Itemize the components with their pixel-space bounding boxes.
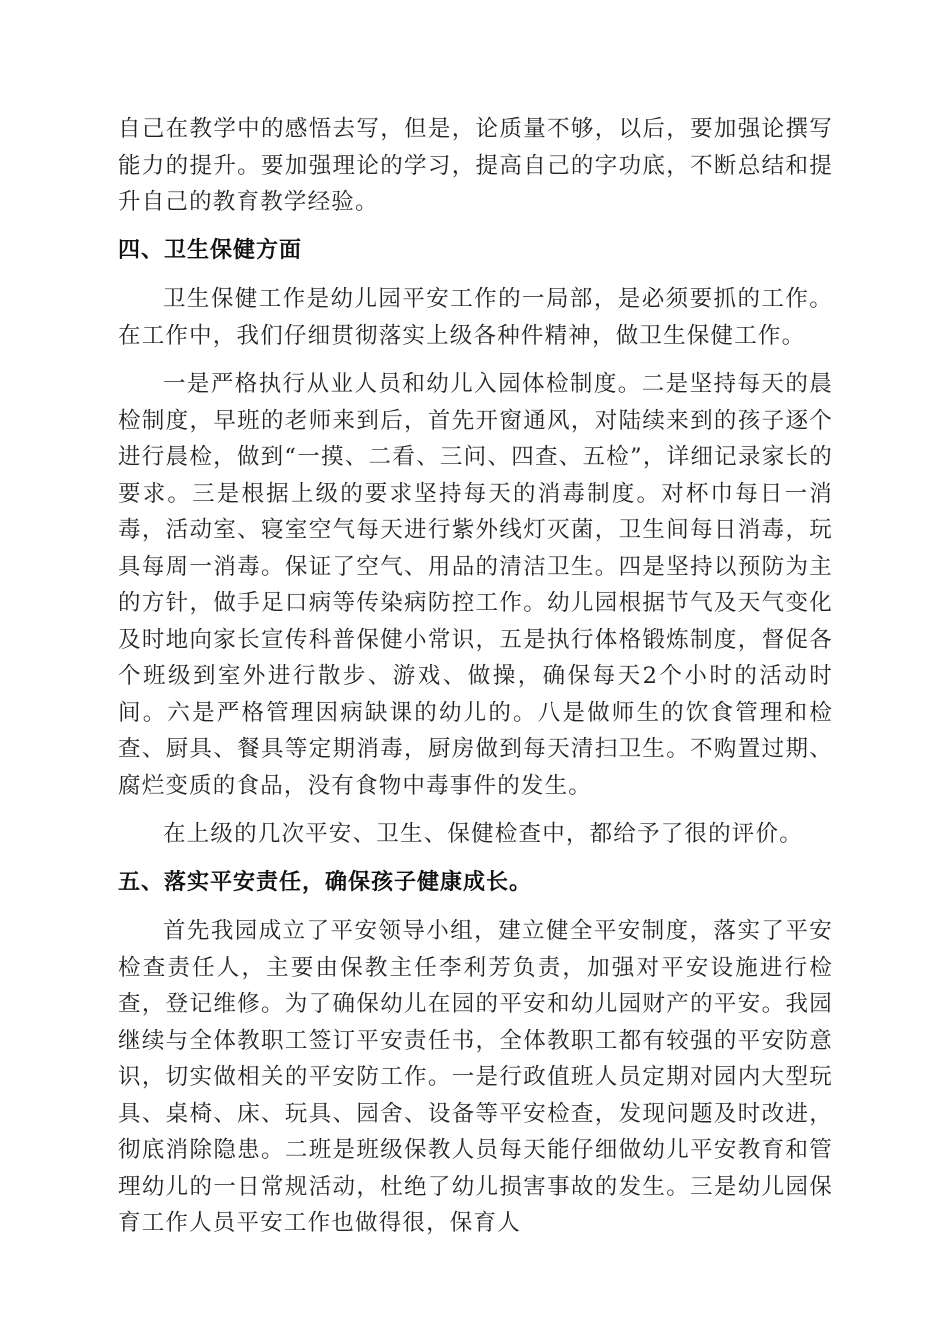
- section-heading-safety: 五、落实平安责任，确保孩子健康成长。: [118, 869, 533, 895]
- paragraph-hygiene-evaluation: 在上级的几次平安、卫生、保健检查中，都给予了很的评价。: [163, 821, 803, 847]
- document-body: [118, 111, 833, 1254]
- paragraph-safety-measures: 首先我园成立了平安领导小组，建立健全平安制度，落实了平安检查责任人，主要由保教主任李利芳负责，加强对平安设施进行检查，登记维修。为了确保幼儿在园的平安和幼儿园财产的平安。我园继续与全体教职工签订平安责任书，全体教职工都有较强的平安防意识，切实做相关的平安防工作。一是行政值班人员定期对园内大型玩具、桌椅、床、玩具、园舍、设备等平安检查，发现问题及时改进，彻底消除隐患。二班是班级保教人员每天能仔细做幼儿平安教育和管理幼儿的一日常规活动，杜绝了幼儿损害事故的发生。三是幼儿园保育工作人员平安工作也做得很，保育人: [118, 918, 833, 1236]
- paragraph-hygiene-intro: 卫生保健工作是幼儿园平安工作的一局部，是必须要抓的工作。在工作中，我们仔细贯彻落实上级各种件精神，做卫生保健工作。: [118, 286, 833, 349]
- paragraph-hygiene-measures: 一是严格执行从业人员和幼儿入园体检制度。二是坚持每天的晨检制度，早班的老师来到后，首先开窗通风，对陆续来到的孩子逐个进行晨检，做到“一摸、二看、三问、四查、五检”，详细记录家长的要求。三是根据上级的要求坚持每天的消毒制度。对杯巾每日一消毒，活动室、寝室空气每天进行紫外线灯灭菌，卫生间每日消毒，玩具每周一消毒。保证了空气、用品的清洁卫生。四是坚持以预防为主的方针，做手足口病等传染病防控工作。幼儿园根据节气及天气变化及时地向家长宣传科普保健小常识，五是执行体格锻炼制度，督促各个班级到室外进行散步、游戏、做操，确保每天2个小时的活动时间。六是严格管理因病缺课的幼儿的。八是做师生的饮食管理和检查、厨具、餐具等定期消毒，厨房做到每天清扫卫生。不购置过期、腐烂变质的食品，没有食物中毒事件的发生。: [118, 371, 833, 799]
- section-heading-hygiene: 四、卫生保健方面: [118, 237, 303, 263]
- paragraph-continuation: 自己在教学中的感悟去写，但是，论质量不够，以后，要加强论撰写能力的提升。要加强理论的学习，提高自己的字功底，不断总结和提升自己的教育教学经验。: [118, 116, 833, 215]
